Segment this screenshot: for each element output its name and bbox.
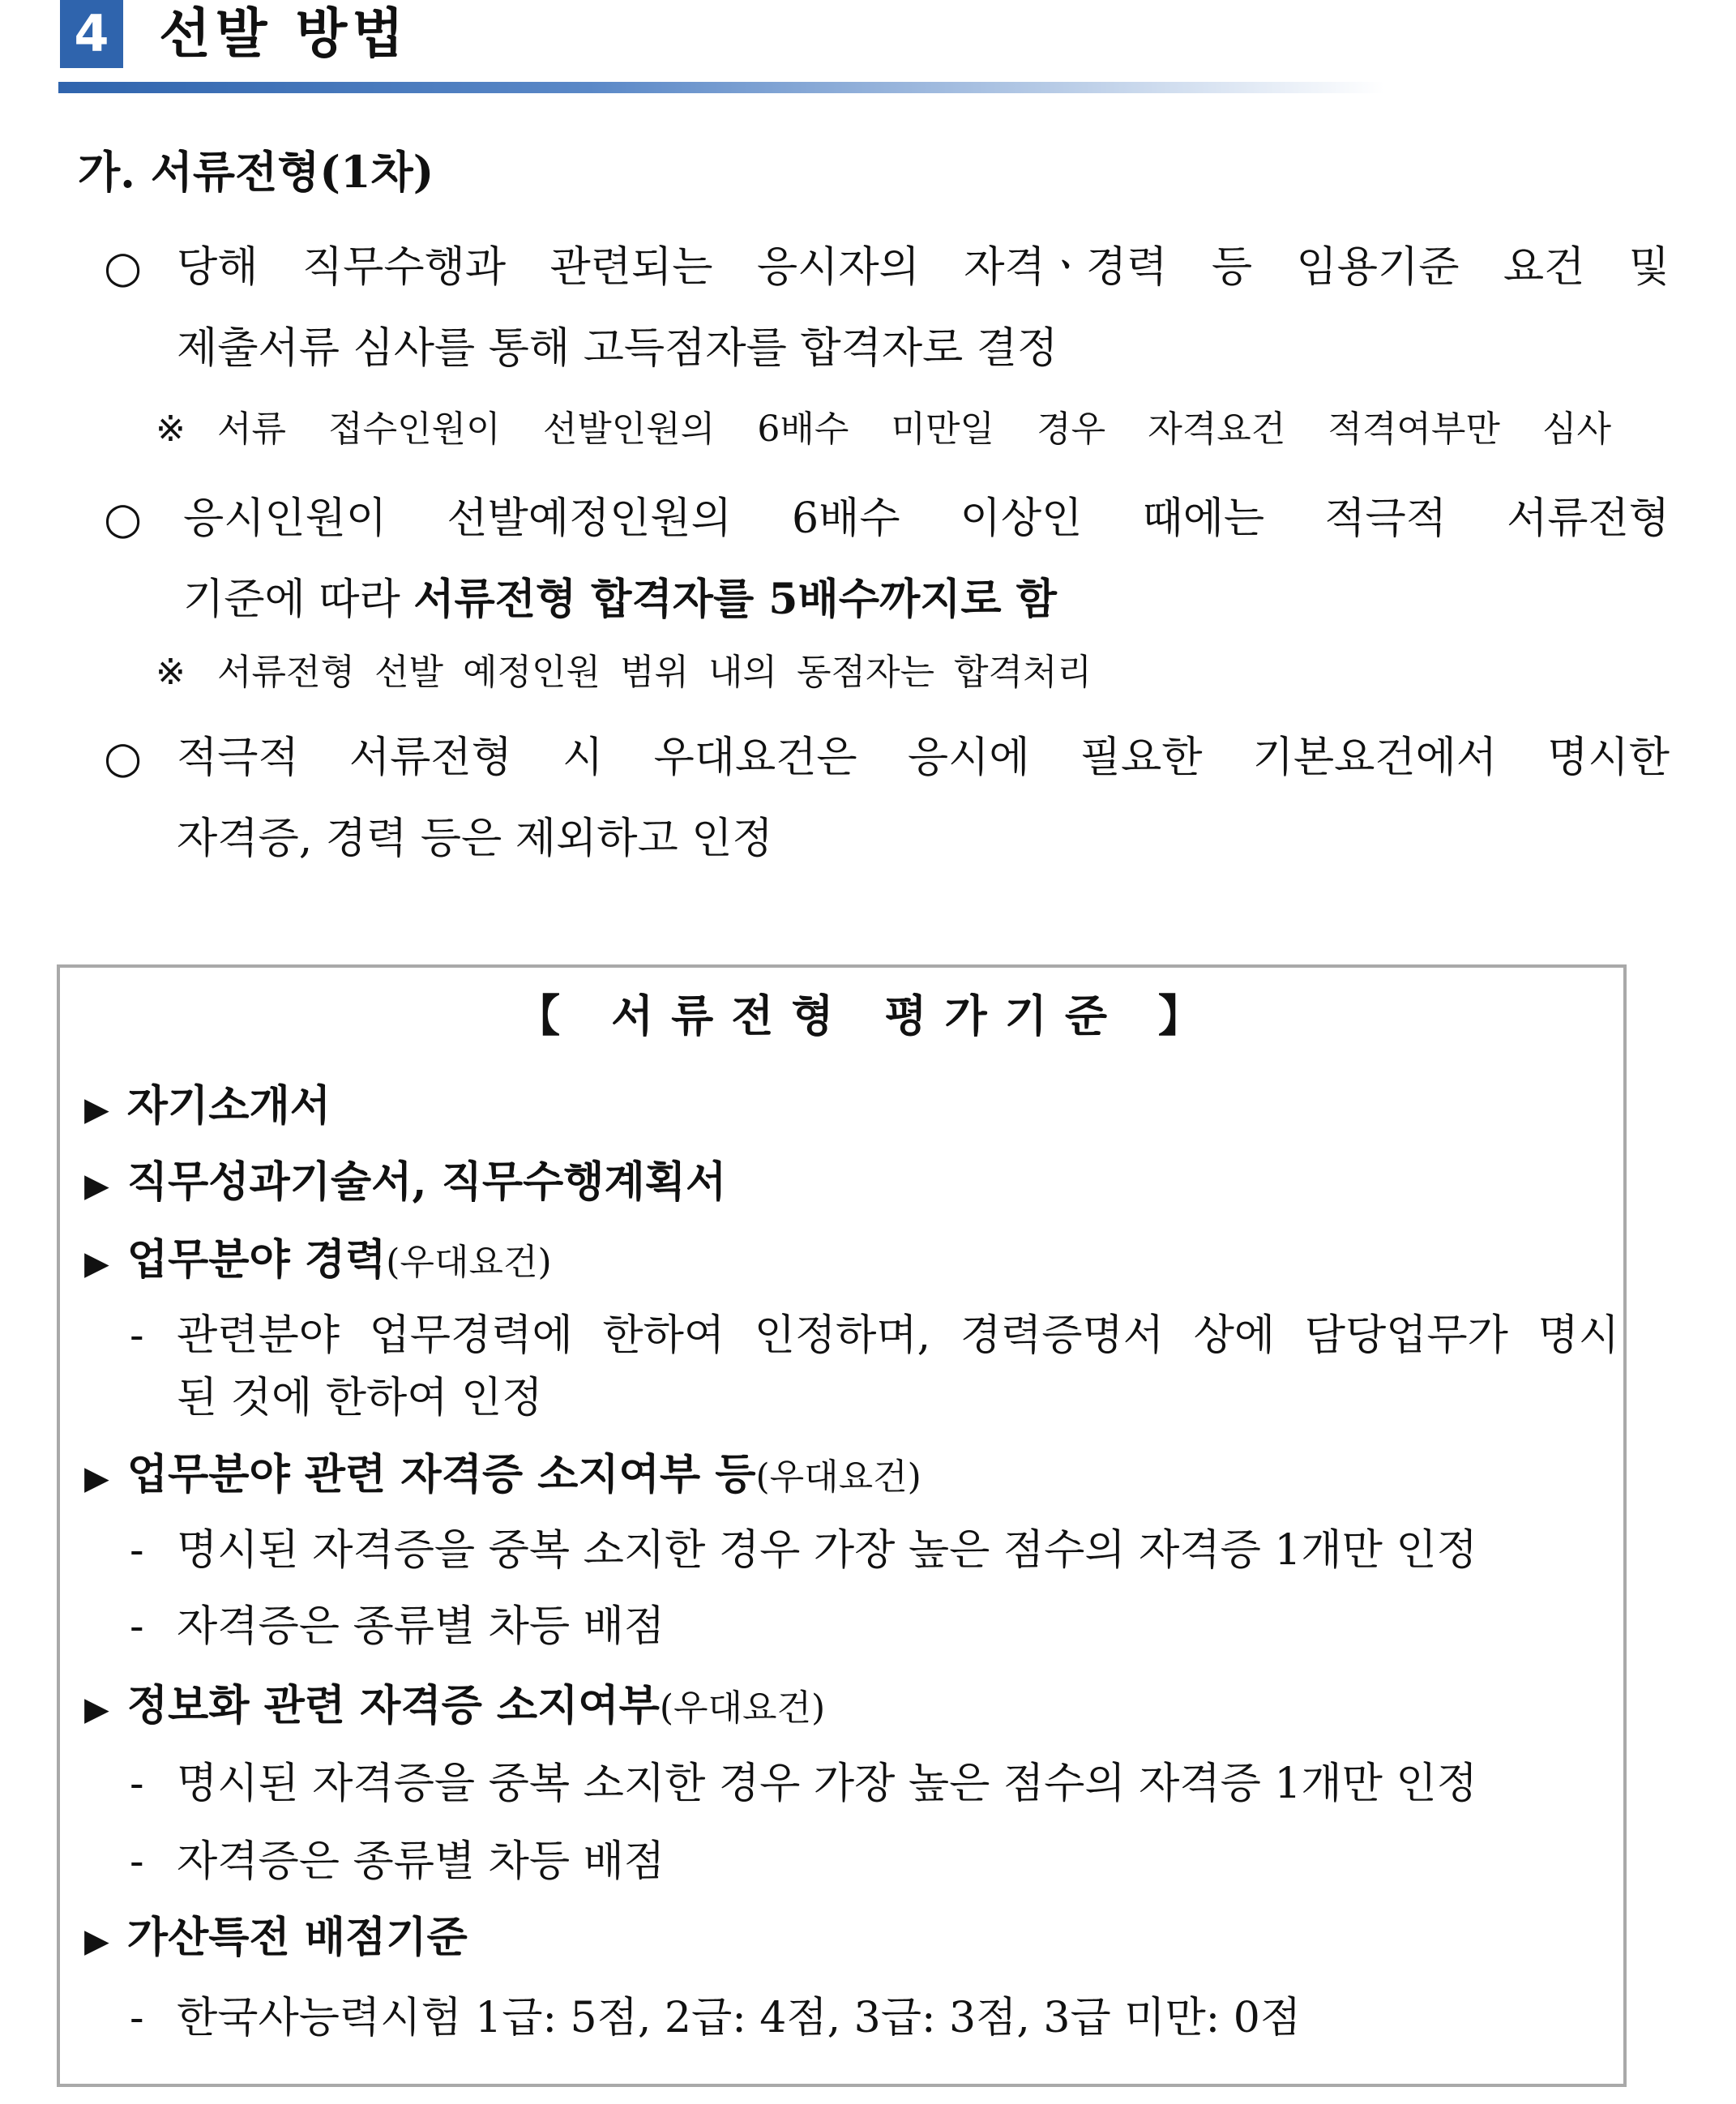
triangle-marker-icon: ▶	[84, 1245, 109, 1282]
dash-marker: -	[130, 1760, 144, 1808]
paragraph-2-note: 서류전형 선발 예정인원 범위 내의 동점자는 합격처리	[217, 652, 1092, 693]
triangle-marker-icon: ▶	[84, 1691, 109, 1728]
triangle-marker-icon: ▶	[84, 1167, 109, 1204]
note-mark-icon: ※	[156, 652, 186, 693]
paragraph-1-line-2: 제출서류 심사를 통해 고득점자를 합격자로 결정	[177, 324, 1058, 373]
criteria-detail: 명시된 자격증을 중복 소지한 경우 가장 높은 점수의 자격증 1개만 인정	[177, 1760, 1477, 1808]
paragraph-2-emphasis: 서류전형 합격자를 5배수까지로 함	[413, 575, 1057, 624]
paragraph-2-line-2	[183, 559, 1057, 640]
criteria-item-it-certs	[84, 1670, 825, 1746]
criteria-detail: 자격증은 종류별 차등 배점	[177, 1837, 665, 1886]
paragraph-3-line-1: 적극적 서류전형 시 우대요건은 응시에 필요한 기본요건에서 명시한	[177, 733, 1670, 782]
criteria-heading: 직무성과기술서, 직무수행계획서	[126, 1157, 727, 1207]
section-number-badge: 4	[60, 0, 123, 68]
dash-marker: -	[130, 1837, 144, 1886]
criteria-heading: 업무분야 관련 자격증 소지여부 등	[126, 1450, 756, 1499]
circle-bullet-icon: ○	[104, 242, 143, 293]
paragraph-2-line-2-text: 기준에 따라	[183, 575, 414, 624]
section-title: 선발 방법	[159, 2, 409, 65]
criteria-detail: 된 것에 한하여 인정	[177, 1374, 543, 1422]
criteria-item-job-docs	[84, 1146, 726, 1222]
criteria-item-self-intro	[84, 1070, 331, 1146]
criteria-suffix: (우대요건)	[386, 1242, 552, 1283]
triangle-marker-icon: ▶	[84, 1091, 109, 1128]
criteria-heading: 자기소개서	[126, 1081, 331, 1131]
criteria-detail: 한국사능력시험 1급: 5점, 2급: 4점, 3급: 3점, 3급 미만: 0점	[177, 1994, 1302, 2042]
criteria-box-title: 【 서류전형 평가기준 】	[516, 990, 1220, 1041]
dash-marker: -	[130, 1994, 144, 2042]
criteria-suffix: (우대요건)	[659, 1687, 826, 1729]
criteria-detail: 관련분야 업무경력에 한하여 인정하며, 경력증명서 상에 담당업무가 명시	[177, 1311, 1619, 1360]
criteria-heading: 정보화 관련 자격증 소지여부	[126, 1681, 660, 1730]
criteria-item-related-certs	[84, 1439, 921, 1515]
paragraph-2-line-1: 응시인원이 선발예정인원의 6배수 이상인 때에는 적극적 서류전형	[183, 494, 1670, 543]
criteria-heading: 업무분야 경력	[126, 1235, 387, 1285]
paragraph-3-line-2: 자격증, 경력 등은 제외하고 인정	[177, 815, 773, 863]
paragraph-1-note: 서류 접수인원이 선발인원의 6배수 미만일 경우 자격요건 적격여부만 심사	[217, 408, 1611, 450]
circle-bullet-icon: ○	[104, 732, 143, 783]
criteria-detail: 명시된 자격증을 중복 소지한 경우 가장 높은 점수의 자격증 1개만 인정	[177, 1526, 1477, 1575]
criteria-suffix: (우대요건)	[755, 1456, 921, 1498]
paragraph-1-line-1: 당해 직무수행과 관련되는 응시자의 자격ㆍ경력 등 임용기준 요건 및	[177, 243, 1670, 292]
criteria-item-work-experience	[84, 1224, 552, 1300]
note-mark-icon: ※	[156, 408, 186, 450]
subheading: 가. 서류전형(1차)	[78, 146, 434, 198]
criteria-detail: 자격증은 종류별 차등 배점	[177, 1602, 665, 1651]
dash-marker: -	[130, 1311, 144, 1360]
section-divider	[58, 82, 1384, 93]
triangle-marker-icon: ▶	[84, 1460, 109, 1497]
circle-bullet-icon: ○	[104, 493, 143, 544]
criteria-item-bonus-points	[84, 1901, 468, 1978]
dash-marker: -	[130, 1526, 144, 1575]
dash-marker: -	[130, 1602, 144, 1651]
criteria-heading: 가산특전 배점기준	[126, 1913, 468, 1962]
triangle-marker-icon: ▶	[84, 1922, 109, 1960]
